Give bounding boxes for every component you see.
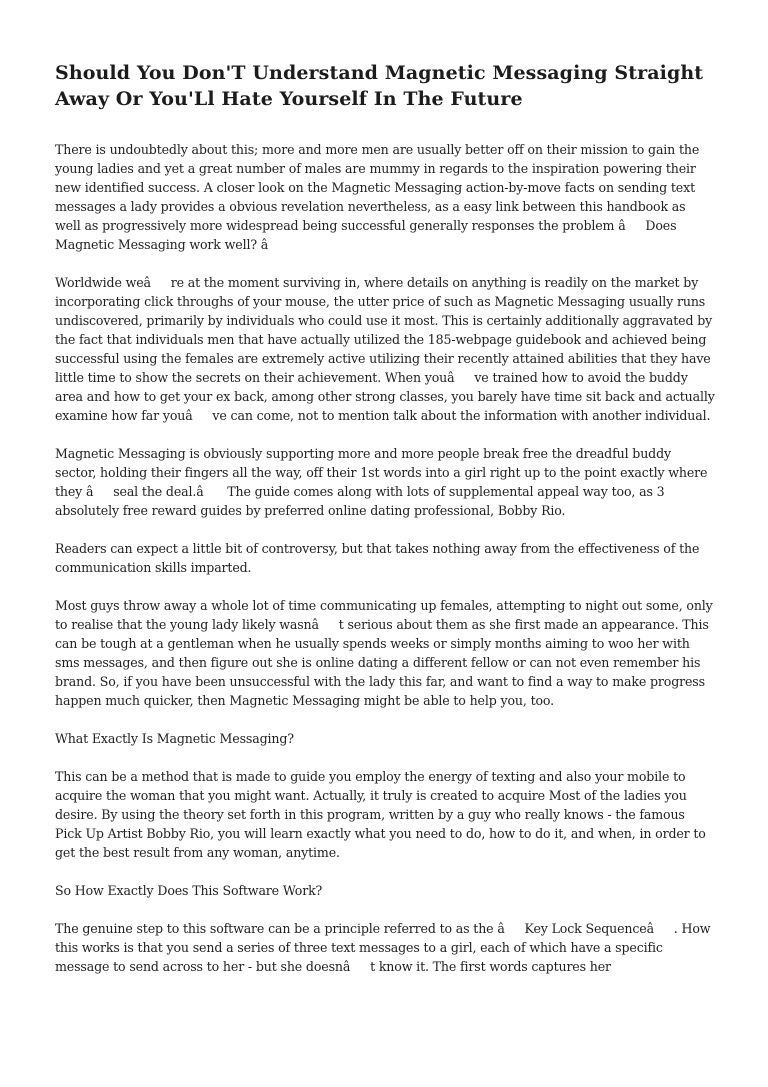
paragraph-3: Magnetic Messaging is obviously supporting more and more people break free the dreadful buddy sector, holding their fingers all the way, off their 1st words into a girl right up to the point exactly where they âseal the deal.â The guide comes along with lots of supplemental appeal way too, as 3 absolutely free reward guides by preferred online dating professional, Bobby Rio. (55, 446, 708, 518)
paragraph-6: This can be a method that is made to guide you employ the energy of texting and also your mobile to acquire the woman that you might want. Actually, it truly is created to acquire Most of the ladies you desire. By using the theory set forth in this program, written by a guy who really knows - the famous Pick Up Artist Bobby Rio, you will learn exactly what you need to do, how to do it, and when, in order to get the best result from any woman, anytime. (55, 769, 706, 860)
section-heading-how-works: So How Exactly Does This Software Work? (55, 883, 323, 898)
paragraph-1: There is undoubtedly about this; more and more men are usually better off on their mission to gain the young ladies and yet a great number of males are mummy in regards to the inspiration powering their new identified success. A closer look on the Magnetic Messaging action-by-move facts on sending text messages a lady provides a obvious revelation nevertheless, as a easy link between this handbook as well as progressively more widespread being successful generally responses the problem âDoes Magnetic Messaging work well? â (55, 142, 700, 252)
section-heading-what-is: What Exactly Is Magnetic Messaging? (55, 731, 294, 746)
paragraph-4: Readers can expect a little bit of controversy, but that takes nothing away from the effectiveness of the communication skills imparted. (55, 541, 700, 575)
paragraph-7: The genuine step to this software can be a principle referred to as the âKey Lock Sequenceâ. How this works is that you send a series of three text messages to a girl, each of which have a specific message to send across to her - but she doesnât know it. The first words captures her (55, 921, 711, 974)
paragraph-2: Worldwide weâre at the moment surviving in, where details on anything is readily on the market by incorporating click throughs of your mouse, the utter price of such as Magnetic Messaging usually runs undiscovered, primarily by individuals who could use it most. This is certainly additionally aggravated by the fact that individuals men that have actually utilized the 185-webpage guidebook and achieved being successful using the females are extremely active utilizing their recently attained abilities that they have little time to show the secrets on their achievement. When youâve trained how to avoid the buddy area and how to get your ex back, among other strong classes, you barely have time sit back and actually examine how far youâve can come, not to mention talk about the information with another individual. (55, 275, 715, 423)
paragraph-5: Most guys throw away a whole lot of time communicating up females, attempting to night out some, only to realise that the young lady likely wasnât serious about them as she first made an appearance. This can be tough at a gentleman when he usually spends weeks or simply months aiming to woo her with sms messages, and then figure out she is online dating a different fellow or can not even remember his brand. So, if you have been unsuccessful with the lady this far, and want to find a way to make progress happen much quicker, then Magnetic Messaging might be able to help you, too. (55, 598, 713, 708)
document-title: Should You Don'T Understand Magnetic Messaging Straight Away Or You'Ll Hate Yourself In The Future (55, 62, 704, 110)
document-page (55, 60, 715, 995)
